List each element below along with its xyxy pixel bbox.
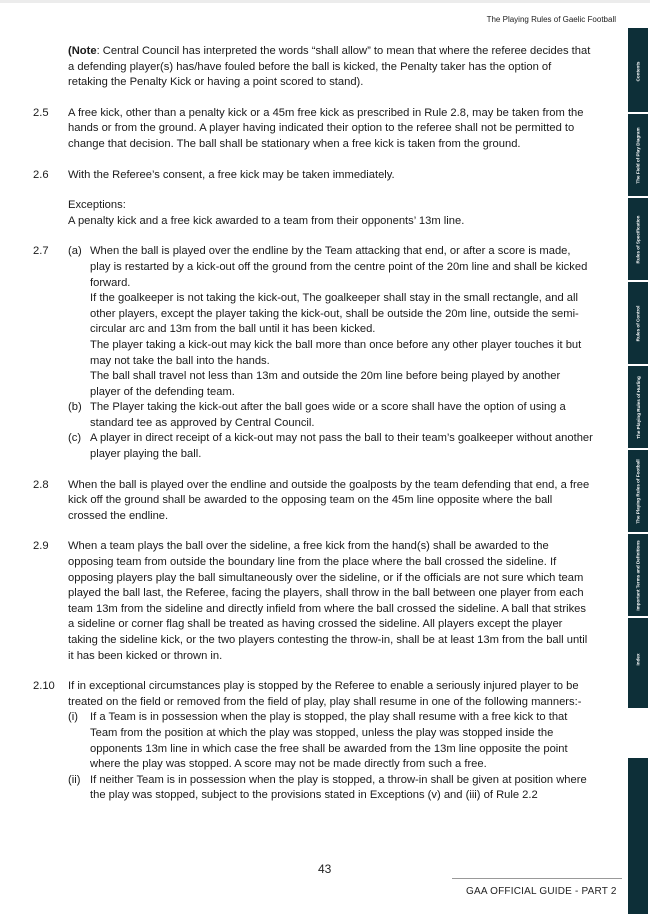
guide-label: GAA OFFICIAL GUIDE - PART 2 [466, 886, 617, 897]
rule-text: When a team plays the ball over the sideline, a free kick from the hand(s) shall be awarded to the opposing team from outside the boundary line from the place where the ball crossed the sideline. If opposing players play the ball simultaneously over the sideline, or if the officials are not sure which team played the ball last, the Referee, facing the players, shall throw in the ball between one player from each team 13m from the sideline and directly infield from where the ball crossed the sideline. A ball that strikes a sideline or corner flag shall be treated as having crossed the sideline. All players except the player taking the sideline kick, or the two players contesting the throw-in, shall be at least 13m from the ball until it has been kicked or thrown in. [68, 540, 588, 662]
tab-index[interactable]: Index [635, 653, 641, 665]
tab-important-terms[interactable]: Important Terms and Definitions [635, 539, 641, 611]
sub-item-text: A player in direct receipt of a kick-out may not pass the ball to their team’s goalkeeper without another player playing the ball. [90, 432, 593, 461]
rule-2-5 [33, 106, 593, 153]
sub-item-label: (c) [68, 432, 82, 445]
sub-item-label: (ii) [68, 773, 81, 786]
sub-item-ii [68, 773, 593, 804]
footer-divider [452, 878, 622, 879]
sub-item-label: (b) [68, 401, 82, 414]
page-number: 43 [318, 862, 332, 876]
rule-number: 2.7 [33, 245, 49, 258]
rule-text: With the Referee’s consent, a free kick may be taken immediately. [68, 168, 395, 181]
sub-item-text: The ball shall travel not less than 13m and outside the 20m line before being played by another player of the defending team. [90, 370, 561, 398]
rule-2-6 [33, 168, 593, 230]
rule-number: 2.8 [33, 478, 49, 491]
rule-text: When the ball is played over the endline and outside the goalposts by the team defending that end, a free kick off the ground shall be awarded to the opposing team on the 45m line opposite where the ball crossed the endline. [68, 478, 590, 522]
sub-item-i [68, 710, 593, 772]
note-paragraph [33, 44, 593, 91]
sub-item-text: The player taking a kick-out may kick the ball more than once before any other player touches it but may not take the ball into the hands. [90, 338, 582, 367]
rule-number: 2.5 [33, 106, 49, 119]
sub-item-text: If a Team is in possession when the play is stopped, the play shall resume with a free kick to that Team from the position at which the play was stopped, unless the play was stopped inside the opponents 13m line in which case the free shall be awarded from the 13m line opposite the point where the play was stopped. A score may not be made directly from such a free. [90, 711, 568, 771]
sub-item-text: If the goalkeeper is not taking the kick-out, The goalkeeper shall stay in the small rectangle, and all other players, except the player taking the kick-out, shall be outside the 20m line, outside the semi-circular arc and 13m from the ball until it has been kicked. [90, 292, 579, 336]
rule-2-10 [33, 679, 593, 804]
rule-text: A free kick, other than a penalty kick or a 45m free kick as prescribed in Rule 2.8, may be taken from the hands or from the ground. A player having indicated their option to the referee shall not be permitted to change that decision. The ball shall be stationary when a free kick is taken from the ground. [68, 106, 584, 150]
rules-content [33, 44, 593, 804]
sidebar-bottom-bar [628, 758, 648, 914]
note-lead: (Note [68, 45, 97, 57]
sub-item-c [68, 431, 593, 462]
rule-2-7 [33, 244, 593, 462]
rule-text: If in exceptional circumstances play is stopped by the Referee to enable a seriously injured player to be treated on the field or removed from the field of play, play shall resume in one of the following manners:- [68, 680, 582, 708]
running-header: The Playing Rules of Gaelic Football [486, 15, 616, 24]
rule-2-9 [33, 539, 593, 664]
sub-item-a [68, 244, 593, 400]
rule-number: 2.6 [33, 168, 49, 181]
tab-contents[interactable]: Contents [635, 61, 641, 81]
note-text: : Central Council has interpreted the words “shall allow” to mean that where the referee decides that a defending player(s) has/have fouled before the ball is kicked, the Penalty taker has the option of retaking the Penalty Kick or having a point scored to stand). [68, 45, 591, 89]
tab-playing-rules-hurling[interactable]: The Playing Rules of Hurling [635, 375, 641, 439]
page-top-border [0, 0, 650, 3]
sub-item-label: (i) [68, 711, 78, 724]
tab-rules-of-control[interactable]: Rules of Control [635, 305, 641, 341]
rule-number: 2.9 [33, 540, 49, 553]
sub-item-text: When the ball is played over the endline by the Team attacking that end, or after a score is made, play is restarted by a kick-out off the ground from the centre point of the 20m line and shall be kicked forward. [90, 245, 588, 289]
sub-item-b [68, 400, 593, 431]
tab-rules-of-specification[interactable]: Rules of Specification [635, 215, 641, 263]
sub-item-label: (a) [68, 245, 82, 258]
sub-item-text: The Player taking the kick-out after the ball goes wide or a score shall have the option of using a standard tee as approved by Central Council. [90, 401, 566, 429]
rule-number: 2.10 [33, 680, 55, 693]
exceptions-text: A penalty kick and a free kick awarded to a team from their opponents’ 13m line. [68, 214, 465, 227]
exceptions-heading: Exceptions: [68, 199, 126, 212]
rule-2-8 [33, 478, 593, 525]
sub-item-text: If neither Team is in possession when the play is stopped, a throw-in shall be given at position where the play was stopped, subject to the provisions stated in Exceptions (v) and (iii) of Rule 2.2 [90, 773, 587, 802]
tab-playing-rules-football[interactable]: The Playing Rules of Football [635, 458, 641, 524]
tab-field-of-play-diagram[interactable]: The Field of Play Diagram [635, 126, 641, 184]
section-sidebar [628, 28, 648, 708]
